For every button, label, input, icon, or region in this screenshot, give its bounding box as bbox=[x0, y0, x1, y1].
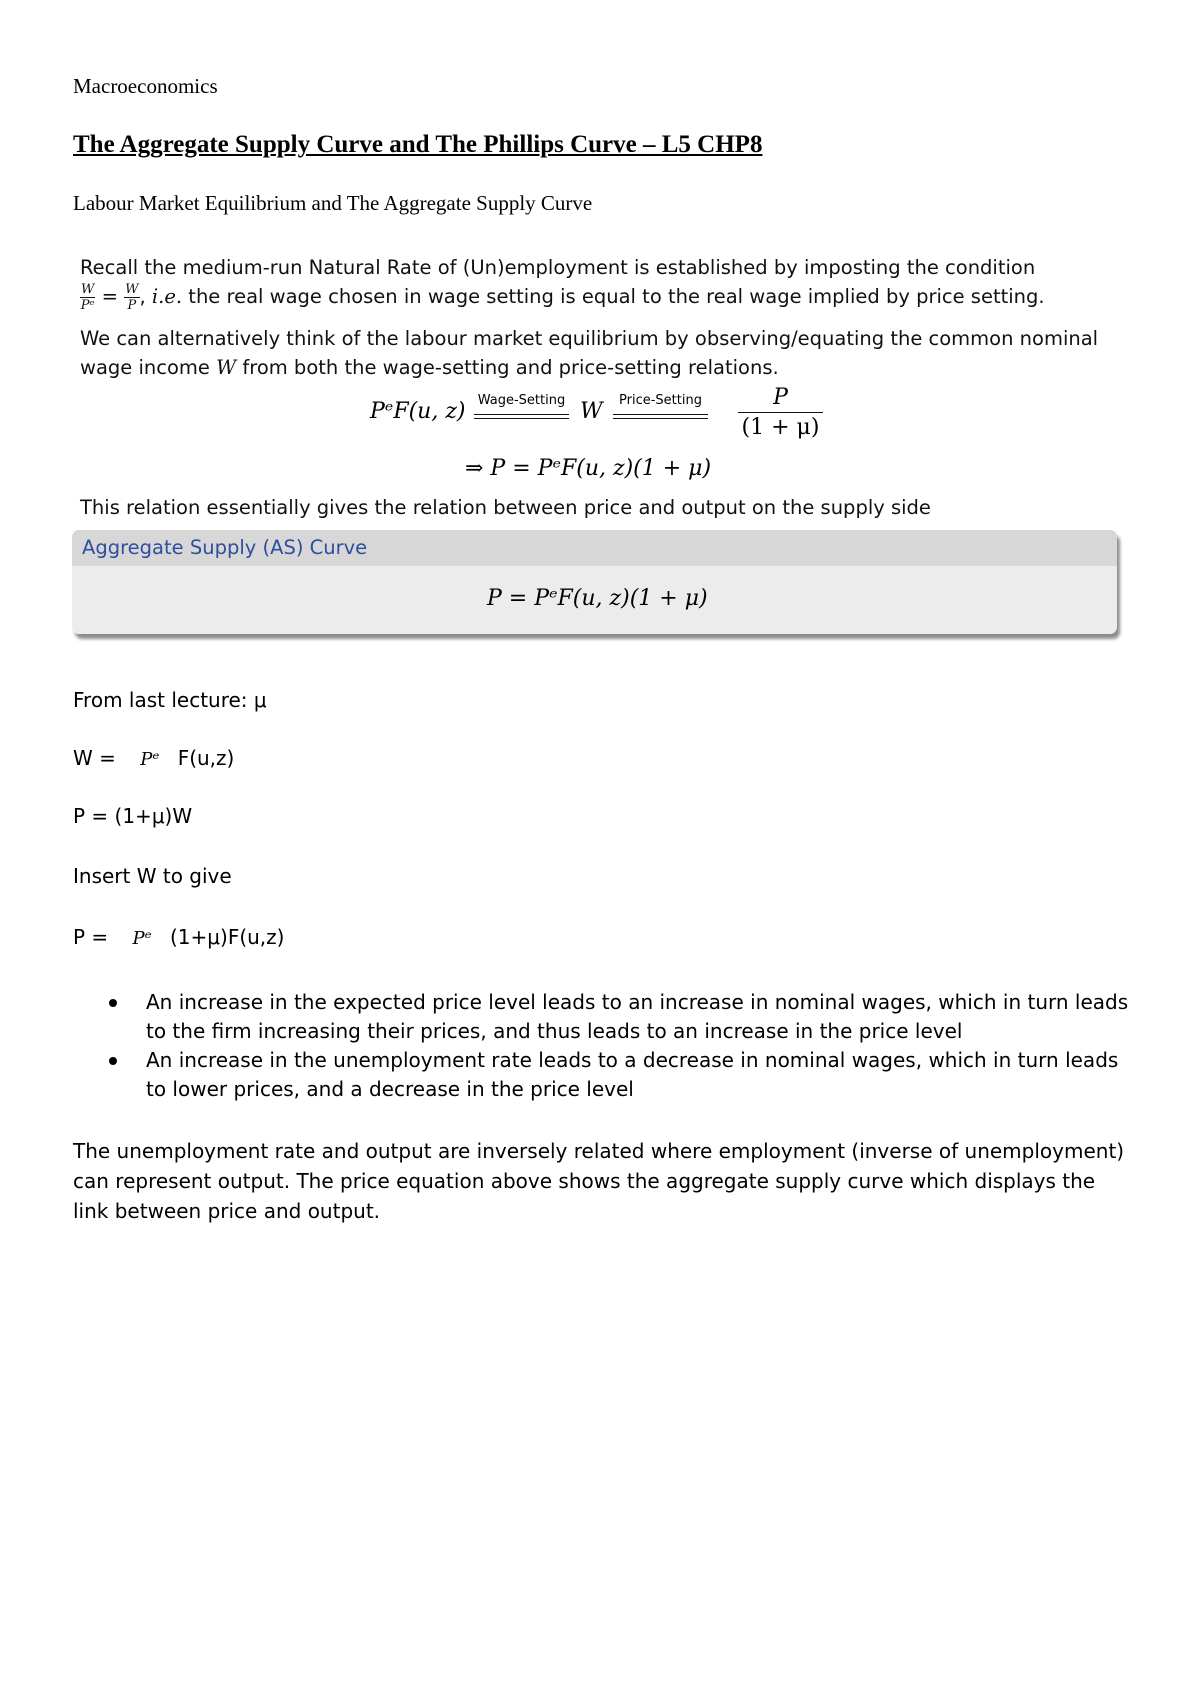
real-wage-text: the real wage chosen in wage setting is equal to the real wage implied by price setting. bbox=[188, 285, 1045, 308]
price-markup-equation: P = (1+μ)W bbox=[73, 804, 193, 828]
bullet-icon bbox=[109, 999, 117, 1007]
insert-instruction: Insert W to give bbox=[73, 864, 232, 888]
list-item bbox=[73, 988, 1133, 1046]
wage-equation-right: F(u,z) bbox=[177, 746, 235, 770]
bullet-list bbox=[73, 988, 1133, 1104]
fraction-w-over-p: $\frac{W}{P}$ bbox=[125, 282, 139, 313]
price-equation: ⇒ P = PᵉF(u, z)(1 + μ) bbox=[465, 456, 712, 481]
as-box-title: Aggregate Supply (AS) Curve bbox=[72, 530, 1117, 566]
from-last-lecture: From last lecture: μ bbox=[73, 688, 267, 712]
comma: , bbox=[139, 285, 146, 308]
wage-variable: W bbox=[216, 356, 237, 379]
combined-left: P = bbox=[73, 925, 109, 949]
bullet-text: An increase in the unemployment rate leads to a decrease in nominal wages, which in turn leads to lower prices, and a decrease in the price level bbox=[146, 1048, 1119, 1101]
list-item bbox=[73, 1046, 1133, 1104]
wage-equation-left: W = bbox=[73, 746, 116, 770]
page-title: The Aggregate Supply Curve and The Phillips Curve – L5 CHP8 bbox=[73, 131, 763, 158]
wage-equation bbox=[73, 746, 234, 770]
slide-paragraph-relation: This relation essentially gives the relation between price and output on the supply side bbox=[80, 496, 931, 519]
eq-left-term: PᵉF(u, z) bbox=[370, 399, 466, 424]
recall-text: Recall the medium-run Natural Rate of (Un)employment is established by imposting the condition bbox=[80, 256, 1036, 279]
price-setting-arrow bbox=[613, 414, 708, 419]
alternative-text-end: from both the wage-setting and price-setting relations. bbox=[242, 356, 779, 379]
ie-text: i.e. bbox=[151, 285, 183, 308]
expected-price-symbol: Pᵉ bbox=[140, 749, 160, 770]
slide-paragraph-recall bbox=[80, 253, 1120, 312]
as-box-equation: P = PᵉF(u, z)(1 + μ) bbox=[487, 586, 708, 611]
slide-paragraph-alternative bbox=[80, 324, 1120, 382]
combined-price-equation bbox=[73, 925, 284, 949]
as-curve-box bbox=[72, 530, 1117, 634]
bullet-icon bbox=[109, 1057, 117, 1065]
wage-setting-label: Wage-Setting bbox=[477, 393, 566, 408]
equals-sign: = bbox=[101, 285, 118, 308]
section-heading: Labour Market Equilibrium and The Aggregate Supply Curve bbox=[73, 191, 593, 215]
fraction-w-over-pe: $\frac{W}{\text{Pᵉ}}$ bbox=[80, 282, 95, 313]
summary-paragraph: The unemployment rate and output are inversely related where employment (inverse of unemployment) can represent output. The price equation above shows the aggregate supply curve which displays the link between price and output. bbox=[73, 1139, 1125, 1223]
expected-price-symbol-2: Pᵉ bbox=[132, 928, 152, 949]
alternative-text: We can alternatively think of the labour market equilibrium by observing/equating the common nominal wage income bbox=[80, 327, 1099, 379]
wage-setting-arrow bbox=[474, 414, 569, 419]
equilibrium-equation bbox=[370, 385, 830, 453]
price-setting-label: Price-Setting bbox=[619, 393, 702, 408]
eq-mid-term: W bbox=[580, 399, 603, 424]
course-header: Macroeconomics bbox=[73, 74, 218, 98]
eq-price-fraction: P (1 + μ) bbox=[738, 385, 823, 440]
bullet-text: An increase in the expected price level leads to an increase in nominal wages, which in turn leads to the firm increasing their prices, and thus leads to an increase in the price level bbox=[146, 990, 1129, 1043]
combined-right: (1+μ)F(u,z) bbox=[170, 925, 285, 949]
